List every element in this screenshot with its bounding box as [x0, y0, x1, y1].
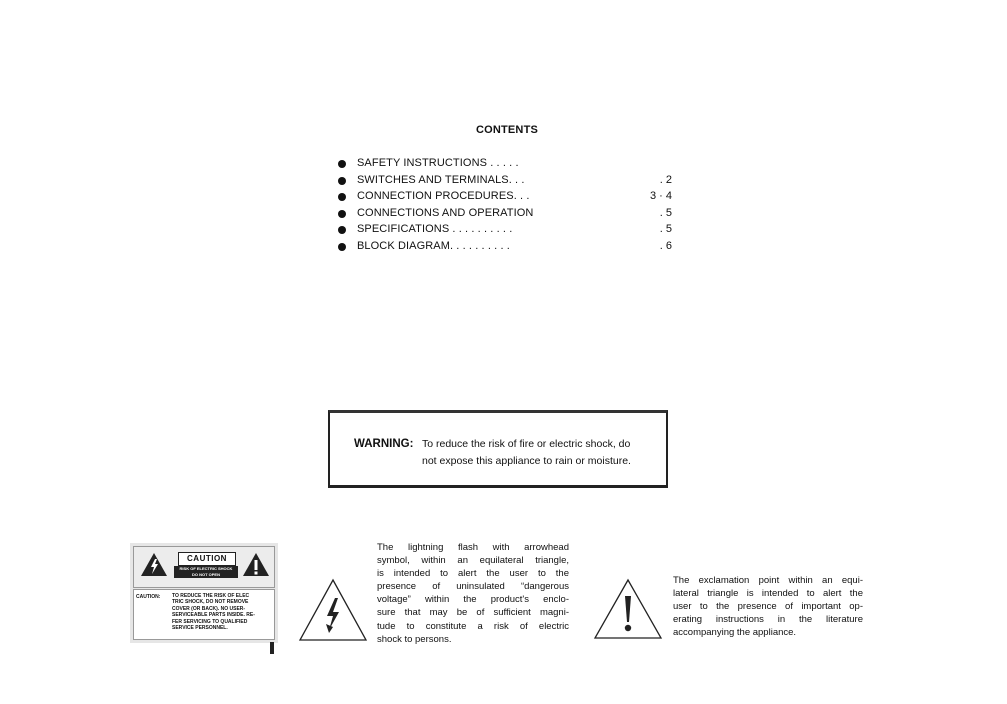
contents-item: [338, 205, 678, 222]
caution-text-line: FER SERVICING TO QUALIFIED: [172, 618, 248, 625]
explanation-line: tude to constitute a risk of electric: [377, 620, 569, 632]
lightning-triangle-icon: [140, 552, 168, 577]
contents-item: [338, 238, 678, 255]
explanation-line: The lightning flash with arrowhead: [377, 542, 569, 553]
contents-item-label: CONNECTION PROCEDURES. . .: [357, 190, 530, 203]
bullet-icon: [338, 160, 346, 168]
exclamation-triangle-icon: [242, 552, 270, 577]
caution-text-line: TO REDUCE THE RISK OF ELEC: [172, 593, 250, 599]
explanation-line: shock to persons.: [377, 633, 452, 645]
bullet-icon: [338, 177, 346, 185]
explanation-line: lateral triangle is intended to alert the: [673, 588, 863, 600]
explanation-line: erating instructions in the literature: [673, 614, 863, 626]
explanation-line: sure that may be of sufficient magni-: [377, 607, 569, 619]
caution-label-image: [130, 543, 278, 643]
exclamation-triangle-icon: [593, 578, 663, 640]
contents-item-label: CONNECTIONS AND OPERATION: [357, 206, 534, 219]
explanation-line: The exclamation point within an equi-: [673, 575, 863, 586]
contents-item-label: SPECIFICATIONS . . . . . . . . . .: [357, 223, 513, 236]
caution-text-line: SERVICE PERSONNEL.: [172, 625, 228, 632]
bullet-icon: [338, 210, 346, 218]
caution-risk-banner: [174, 566, 238, 578]
bullet-icon: [338, 193, 346, 201]
explanation-line: user to the presence of important op-: [673, 601, 863, 613]
exclamation-explanation: [673, 574, 863, 639]
caution-text-line: TRIC SHOCK, DO NOT REMOVE: [172, 599, 249, 606]
warning-text-line: not expose this appliance to rain or moisture.: [422, 455, 631, 467]
caution-risk-line: RISK OF ELECTRIC SHOCK: [179, 566, 233, 571]
caution-text-line: COVER (OR BACK). NO USER-: [172, 605, 246, 612]
contents-item-page: 3 · 4: [649, 190, 672, 203]
contents-item-page: . 2: [659, 173, 672, 186]
lightning-explanation: [377, 541, 569, 646]
contents-list: [338, 155, 678, 255]
bullet-icon: [338, 243, 346, 251]
warning-text-line: To reduce the risk of fire or electric shock, do: [422, 438, 631, 450]
caution-header: [133, 546, 275, 588]
contents-item: [338, 172, 678, 189]
contents-item-page: . 5: [659, 223, 672, 236]
explanation-line: symbol, within an equilateral triangle,: [377, 555, 569, 567]
lightning-triangle-icon: [298, 578, 368, 642]
contents-item: [338, 155, 678, 172]
caution-text-line: SERVICEABLE PARTS INSIDE. RE-: [172, 612, 255, 619]
contents-item-label: BLOCK DIAGRAM. . . . . . . . . .: [357, 239, 510, 252]
warning-box: [328, 410, 668, 488]
label-edge-mark: [270, 642, 274, 654]
caution-prefix: CAUTION:: [136, 594, 161, 600]
contents-item: [338, 221, 678, 238]
explanation-line: accompanying the appliance.: [673, 627, 797, 639]
explanation-line: presence of uninsulated “dangerous: [377, 581, 569, 593]
explanation-line: is intended to alert the user to the: [377, 568, 569, 580]
caution-word: CAUTION: [178, 552, 236, 566]
contents-item-page: . 5: [659, 206, 672, 219]
contents-item-label: SWITCHES AND TERMINALS. . .: [357, 173, 525, 186]
caution-text: [172, 593, 274, 631]
caution-risk-line: DO NOT OPEN: [191, 572, 220, 577]
warning-label: WARNING:: [354, 438, 414, 450]
contents-item: [338, 188, 678, 205]
explanation-line: voltage” within the product's enclo-: [377, 594, 569, 606]
contents-item-label: SAFETY INSTRUCTIONS . . . . .: [357, 157, 519, 169]
bullet-icon: [338, 226, 346, 234]
contents-title: CONTENTS: [475, 124, 539, 136]
caution-body: [133, 589, 275, 640]
contents-item-page: . 6: [659, 239, 672, 252]
